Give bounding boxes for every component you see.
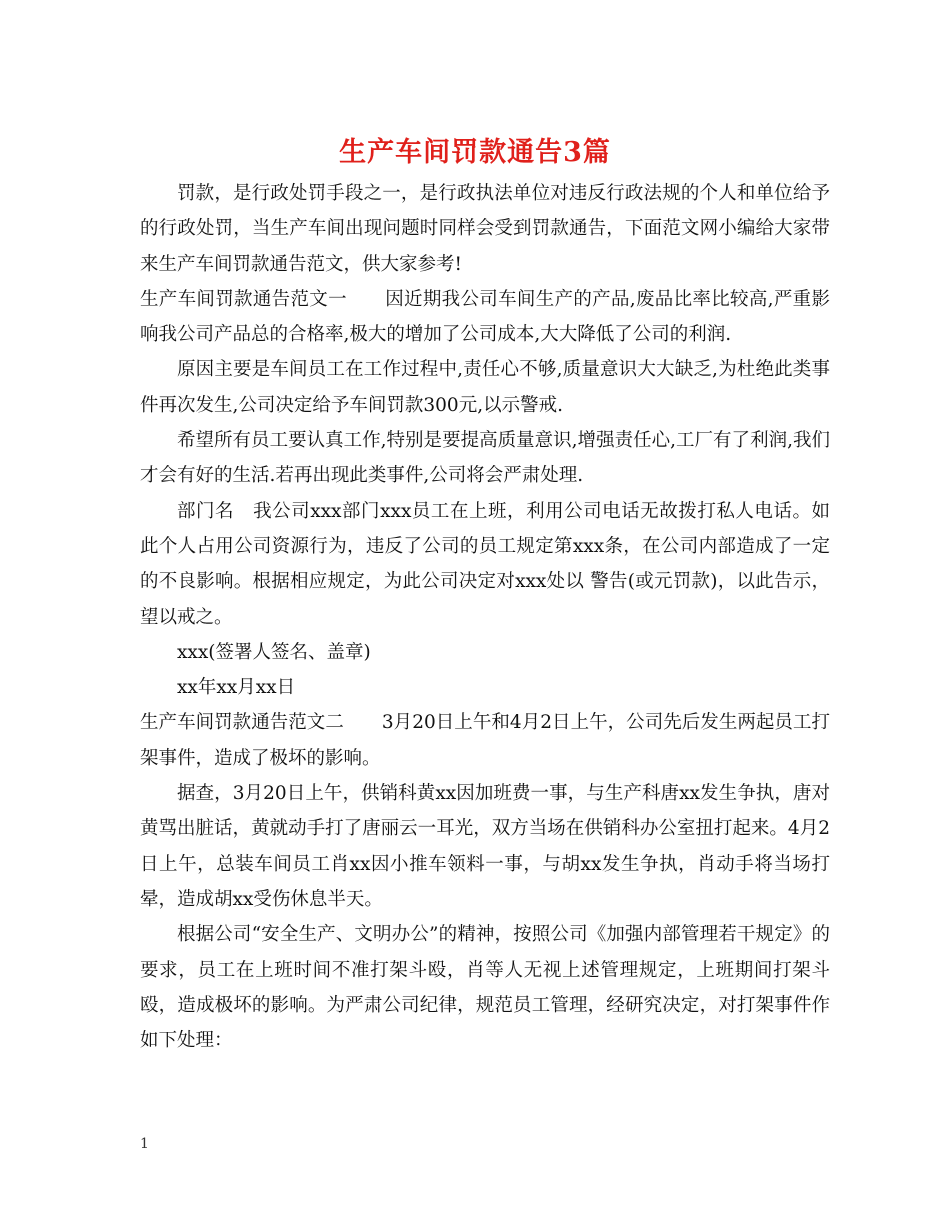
page-number: 1 (140, 1136, 149, 1152)
section-2-label: 生产车间罚款通告范文二 (140, 712, 344, 734)
date-line: xx年xx月xx日 (177, 677, 296, 699)
section-1-first-text: 因近期我公司车间生产的产品,废品比率比较高,严重影响我公司产品总的合格率,极大的增加了公司成本,大大降低了公司的利润. (140, 288, 830, 346)
document-title: 生产车间罚款通告3篇 (339, 137, 611, 168)
section-1-first-paragraph (140, 282, 830, 353)
section-1-paragraph: 原因主要是车间员工在工作过程中,责任心不够,质量意识大大缺乏,为杜绝此类事件再次发生,公司决定给予车间罚款300元,以示警戒. (140, 359, 830, 416)
signature-line: xxx(签署人签名、盖章) (177, 641, 371, 663)
section-2-paragraph: 据查，3月20日上午，供销科黄xx因加班费一事，与生产科唐xx发生争执，唐对黄骂出脏话，黄就动手打了唐丽云一耳光，双方当场在供销科办公室扭打起来。4月2日上午，总装车间员工肖xx因小推车领料一事，与胡xx发生争执，肖动手将当场打晕，造成胡xx受伤休息半天。 (140, 783, 830, 910)
section-2-first-text: 3月20日上午和4月2日上午，公司先后发生两起员工打架事件，造成了极坏的影响。 (140, 712, 830, 769)
section-1-paragraph: 部门名 我公司xxx部门xxx员工在上班，利用公司电话无故拨打私人电话。如此个人占用公司资源行为，违反了公司的员工规定第xxx条，在公司内部造成了一定的不良影响。根据相应规定，为此公司决定对xxx处以 警告(或元罚款)，以此告示，望以戒之。 (140, 500, 830, 628)
section-2-first-paragraph (140, 705, 830, 776)
document-body (140, 176, 830, 1058)
section-1-paragraph: 希望所有员工要认真工作,特别是要提高质量意识,增强责任心,工厂有了利润,我们才会有好的生活.若再出现此类事件,公司将会严肃处理. (140, 430, 830, 487)
section-2-paragraph: 根据公司“安全生产、文明办公”的精神，按照公司《加强内部管理若干规定》的要求，员工在上班时间不准打架斗殴，肖等人无视上述管理规定，上班期间打架斗殴，造成极坏的影响。为严肃公司纪律，规范员工管理，经研究决定，对打架事件作如下处理： (140, 924, 830, 1052)
section-1-label: 生产车间罚款通告范文一 (140, 288, 347, 310)
intro-paragraph: 罚款，是行政处罚手段之一，是行政执法单位对违反行政法规的个人和单位给予的行政处罚，当生产车间出现问题时同样会受到罚款通告，下面范文网小编给大家带来生产车间罚款通告范文，供大家参考! (140, 183, 830, 275)
